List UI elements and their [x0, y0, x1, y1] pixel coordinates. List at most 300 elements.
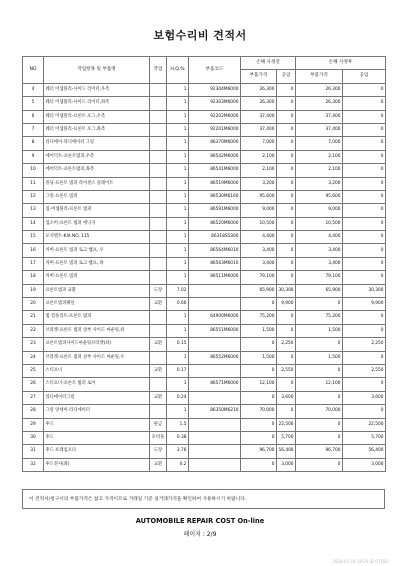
cell-item-name: 빔 컴플리트-프론트 범퍼 — [44, 311, 150, 324]
cell-before-part-price: 3,400 — [241, 257, 277, 270]
cell-before-part-price: 0 — [241, 391, 277, 404]
table-row — [23, 164, 386, 177]
cell-before-part-price: 79,100 — [241, 271, 277, 284]
cell-part-code: 86563M6010 — [189, 257, 241, 270]
cell-no: 25 — [23, 364, 44, 377]
cell-before-part-price: 1,500 — [241, 351, 277, 364]
cell-after-part-price: 4,400 — [296, 231, 343, 244]
cell-work — [150, 257, 167, 270]
cell-item-name: 웨더 어셈블리-사이드 리어터,우측 — [44, 83, 150, 96]
cell-before-part-price: 37,400 — [241, 123, 277, 136]
table-row — [23, 190, 386, 203]
cell-work — [150, 164, 167, 177]
table-row — [23, 110, 386, 123]
cell-before-labor: 0 — [277, 110, 296, 123]
cell-before-labor: 0 — [277, 97, 296, 110]
cell-no: 19 — [23, 284, 44, 297]
document-title: 보험수리비 견적서 — [153, 29, 247, 42]
cell-qty: 1 — [167, 83, 189, 96]
cell-part-code: 86530M6160 — [189, 190, 241, 203]
cell-before-part-price: 4,400 — [241, 231, 277, 244]
cell-before-part-price: 3,400 — [241, 244, 277, 257]
cell-part-code: 86551M6000 — [189, 324, 241, 337]
header-after: 손해 사정후 — [296, 57, 386, 70]
cell-work — [150, 217, 167, 230]
cell-qty: 1 — [167, 351, 189, 364]
table-row — [23, 311, 386, 324]
cell-after-labor: 0 — [343, 324, 386, 337]
cell-qty: 1 — [167, 204, 189, 217]
cell-before-part-price: 26,300 — [241, 97, 277, 110]
cell-qty: 0.66 — [167, 298, 189, 311]
cell-work — [150, 150, 167, 163]
cell-work: 교환 — [150, 338, 167, 351]
cell-no: 31 — [23, 445, 44, 458]
cell-before-part-price: 0 — [241, 298, 277, 311]
cell-item-name: 프론트범퍼패널 — [44, 298, 150, 311]
cell-after-labor: 30,300 — [343, 284, 386, 297]
cell-before-part-price: 0 — [241, 431, 277, 444]
cell-before-part-price: 0 — [241, 418, 277, 431]
cell-work: 도장 — [150, 284, 167, 297]
cell-item-name: 브라켓-프론트 범퍼 상부 사이드 마운팅,우 — [44, 351, 150, 364]
cell-qty: 1 — [167, 271, 189, 284]
cell-before-part-price: 9,000 — [241, 204, 277, 217]
cell-after-labor: 0 — [343, 164, 386, 177]
cell-qty: 1 — [167, 97, 189, 110]
cell-qty: 1 — [167, 150, 189, 163]
cell-before-labor: 22,500 — [277, 418, 296, 431]
cell-qty: 1 — [167, 311, 189, 324]
cell-before-labor: 0 — [277, 405, 296, 418]
cell-qty: 1 — [167, 324, 189, 337]
cell-no: 27 — [23, 391, 44, 404]
header-before-part-price: 부품가격 — [241, 70, 277, 83]
cell-after-labor: 22,500 — [343, 418, 386, 431]
cell-work: 교환 — [150, 391, 167, 404]
table-row — [23, 137, 386, 150]
cell-before-labor: 0 — [277, 244, 296, 257]
cell-item-name: 몰딩-프론트 범퍼 라이센스 플레이트 — [44, 177, 150, 190]
cell-item-name: 스티프너 — [44, 364, 150, 377]
cell-qty: 1 — [167, 123, 189, 136]
cell-after-part-price: 10,500 — [296, 217, 343, 230]
table-row — [23, 83, 386, 96]
cell-part-code: 64900M6000 — [189, 311, 241, 324]
cell-no: 26 — [23, 378, 44, 391]
cell-no: 18 — [23, 271, 44, 284]
cell-no: 28 — [23, 405, 44, 418]
cell-part-code: 92304M6000 — [189, 83, 241, 96]
cell-work — [150, 97, 167, 110]
cell-part-code: 86350M6210 — [189, 405, 241, 418]
cell-part-code: 86564M6010 — [189, 244, 241, 257]
cell-before-labor: 0 — [277, 177, 296, 190]
cell-before-part-price: 1,500 — [241, 324, 277, 337]
cell-no: 17 — [23, 257, 44, 270]
table-row — [23, 431, 386, 444]
cell-before-labor: 0 — [277, 378, 296, 391]
cell-qty: 0.38 — [167, 431, 189, 444]
cell-after-part-price: 26,300 — [296, 97, 343, 110]
cell-work — [150, 83, 167, 96]
cell-before-labor: 0 — [277, 231, 296, 244]
table-row — [23, 271, 386, 284]
cell-after-labor: 0 — [343, 378, 386, 391]
cell-no: 20 — [23, 298, 44, 311]
cell-item-name: 커버-프론트 범퍼 토크 햄프, 좌 — [44, 257, 150, 270]
table-row — [23, 338, 386, 351]
cell-after-part-price: 95,600 — [296, 190, 343, 203]
cell-after-part-price: 65,900 — [296, 284, 343, 297]
cell-after-part-price: 70,000 — [296, 405, 343, 418]
cell-after-labor: 0 — [343, 217, 386, 230]
cell-before-labor: 3,600 — [277, 391, 296, 404]
cell-before-part-price: 3,200 — [241, 177, 277, 190]
table-row — [23, 391, 386, 404]
header-after-labor: 공임 — [343, 70, 386, 83]
cell-qty: 1.5 — [167, 418, 189, 431]
cell-item-name: 에어덕트-프론트범퍼,우측 — [44, 150, 150, 163]
cell-before-labor: 0 — [277, 217, 296, 230]
cell-before-labor: 0 — [277, 311, 296, 324]
cell-qty: 1 — [167, 244, 189, 257]
header-work: 작업 — [150, 57, 167, 84]
cell-work — [150, 311, 167, 324]
cell-item-name: 후드전사(좌) — [44, 458, 150, 471]
cell-after-labor: 0 — [343, 83, 386, 96]
cell-after-part-price: 1,500 — [296, 351, 343, 364]
cell-item-name: 그릴 앗세이-라디에이터 — [44, 405, 150, 418]
cell-part-code: 92303M6000 — [189, 97, 241, 110]
cell-before-part-price: 0 — [241, 364, 277, 377]
table-row — [23, 418, 386, 431]
cell-no: 13 — [23, 204, 44, 217]
cell-after-labor: 0 — [343, 97, 386, 110]
cell-part-code: 92202M6000 — [189, 110, 241, 123]
cell-before-labor: 9,900 — [277, 298, 296, 311]
cell-after-labor: 3,600 — [343, 391, 386, 404]
cell-after-part-price: 3,400 — [296, 244, 343, 257]
header-qty: H,Q,% — [167, 57, 189, 84]
cell-before-labor: 3,000 — [277, 458, 296, 471]
cell-no: 29 — [23, 418, 44, 431]
cell-item-name: 브라켓-프론트 범퍼 상부 사이드 마운팅,좌 — [44, 324, 150, 337]
cell-item-name: 그릴-프론트 범퍼 — [44, 190, 150, 203]
cell-work: 교환 — [150, 298, 167, 311]
cell-no: 12 — [23, 190, 44, 203]
cell-qty: 7.02 — [167, 284, 189, 297]
cell-after-labor: 0 — [343, 123, 386, 136]
cell-after-labor: 0 — [343, 204, 386, 217]
cell-no: 11 — [23, 177, 44, 190]
cell-after-part-price: 9,000 — [296, 204, 343, 217]
cell-no: 6 — [23, 110, 44, 123]
cell-after-labor: 0 — [343, 244, 386, 257]
cell-work — [150, 324, 167, 337]
cell-after-part-price: 96,700 — [296, 445, 343, 458]
cell-no: 14 — [23, 217, 44, 230]
cell-after-part-price: 0 — [296, 431, 343, 444]
table-row — [23, 257, 386, 270]
cell-part-code: 86520M6000 — [189, 217, 241, 230]
cell-part-code: 86519M6000 — [189, 177, 241, 190]
table-row — [23, 364, 386, 377]
cell-after-labor: 0 — [343, 351, 386, 364]
cell-item-name: 스티프너-프론트 범퍼 로어 — [44, 378, 150, 391]
cell-work — [150, 177, 167, 190]
table-row — [23, 244, 386, 257]
cell-before-part-price: 2,100 — [241, 164, 277, 177]
cell-no: 32 — [23, 458, 44, 471]
cell-qty: 0.15 — [167, 338, 189, 351]
cell-before-labor: 56,400 — [277, 445, 296, 458]
cell-before-labor: 30,300 — [277, 284, 296, 297]
table-row — [23, 150, 386, 163]
cell-after-labor: 0 — [343, 257, 386, 270]
cell-part-code: 86542M6000 — [189, 150, 241, 163]
page-number: 페이지 : 2/9 — [183, 531, 217, 538]
cell-after-part-price: 3,200 — [296, 177, 343, 190]
cell-before-labor: 0 — [277, 123, 296, 136]
cell-after-labor: 56,400 — [343, 445, 386, 458]
cell-before-part-price: 96,700 — [241, 445, 277, 458]
cell-qty: 0.24 — [167, 391, 189, 404]
cell-part-code: 86571M6000 — [189, 378, 241, 391]
cell-qty: 1 — [167, 405, 189, 418]
cell-no: 8 — [23, 137, 44, 150]
table-row — [23, 445, 386, 458]
cell-work: 교환 — [150, 364, 167, 377]
cell-after-part-price: 2,100 — [296, 164, 343, 177]
cell-work: 판금 — [150, 418, 167, 431]
cell-after-labor: 0 — [343, 137, 386, 150]
table-row — [23, 458, 386, 471]
cell-work — [150, 204, 167, 217]
cell-no: 4 — [23, 83, 44, 96]
cell-part-code — [189, 458, 241, 471]
cell-no: 21 — [23, 311, 44, 324]
cell-qty: 1 — [167, 177, 189, 190]
cell-item-name: 웨더 어셈블리-사이드 리어터,좌측 — [44, 97, 150, 110]
cell-before-labor: 0 — [277, 351, 296, 364]
cell-qty: 1 — [167, 257, 189, 270]
cell-qty: 1 — [167, 164, 189, 177]
cell-part-code: 86370M6000 — [189, 137, 241, 150]
table-row — [23, 123, 386, 136]
header-after-part-price: 부품가격 — [296, 70, 343, 83]
cell-qty: 0.17 — [167, 364, 189, 377]
cell-after-labor: 0 — [343, 231, 386, 244]
cell-after-part-price: 0 — [296, 391, 343, 404]
cell-part-code — [189, 431, 241, 444]
cell-no: 23 — [23, 338, 44, 351]
cell-part-code — [189, 418, 241, 431]
notice-box: 이 견적서/청구서의 부품가격은 참고 가격이므로 거래일 기준 실거래가격을 확인하여 사용하시기 바랍니다. — [22, 489, 385, 509]
cell-work — [150, 110, 167, 123]
table-row — [23, 97, 386, 110]
cell-part-code: 86552M6000 — [189, 351, 241, 364]
cell-work: 모비플 — [150, 431, 167, 444]
cell-qty: 1 — [167, 137, 189, 150]
cell-after-part-price: 0 — [296, 298, 343, 311]
cell-before-part-price: 37,400 — [241, 110, 277, 123]
cell-no: 9 — [23, 150, 44, 163]
cell-after-part-price: 7,000 — [296, 137, 343, 150]
cell-after-labor: 0 — [343, 190, 386, 203]
cell-work: 도장 — [150, 445, 167, 458]
cell-before-labor: 0 — [277, 324, 296, 337]
cell-qty: 3.76 — [167, 445, 189, 458]
cell-no: 7 — [23, 123, 44, 136]
cell-item-name: 웨더 어셈블리-프론트 포그,좌측 — [44, 123, 150, 136]
cell-qty: 1 — [167, 378, 189, 391]
cell-item-name: 후드 프레임포더 — [44, 445, 150, 458]
cell-part-code — [189, 364, 241, 377]
cell-before-part-price: 0 — [241, 458, 277, 471]
cell-after-labor: 2,250 — [343, 338, 386, 351]
header-before-labor: 공임 — [277, 70, 296, 83]
cell-part-code — [189, 298, 241, 311]
cell-no: 10 — [23, 164, 44, 177]
cell-after-part-price: 37,400 — [296, 110, 343, 123]
header-no: NO — [23, 57, 44, 84]
cell-item-name: 후드 — [44, 431, 150, 444]
table-row — [23, 351, 386, 364]
cell-item-name: 라디에이터그릴 — [44, 391, 150, 404]
cell-item-name: 라디에이-라디에이터 그릴 — [44, 137, 150, 150]
cell-before-part-price: 10,500 — [241, 217, 277, 230]
cell-before-labor: 0 — [277, 204, 296, 217]
cell-no: 22 — [23, 324, 44, 337]
footer-title: AUTOMOBILE REPAIR COST On-line — [135, 517, 265, 525]
table-row — [23, 177, 386, 190]
table-row — [23, 231, 386, 244]
cell-part-code — [189, 445, 241, 458]
table-row — [23, 405, 386, 418]
cell-item-name: 커버-프론트 범퍼 — [44, 271, 150, 284]
cell-after-labor: 0 — [343, 405, 386, 418]
cell-work — [150, 405, 167, 418]
header-code: 부품코드 — [189, 57, 241, 84]
cell-before-part-price: 75,200 — [241, 311, 277, 324]
cell-part-code — [189, 338, 241, 351]
cell-after-labor: 5,700 — [343, 431, 386, 444]
cell-no: 16 — [23, 244, 44, 257]
table-row — [23, 298, 386, 311]
print-stamp: 2024-07-19 19:20 ID 07180 — [332, 559, 388, 564]
cell-after-part-price: 37,400 — [296, 123, 343, 136]
cell-qty: 1 — [167, 217, 189, 230]
cell-item-name: 커버-프론트 범퍼 토크 햄프, 우 — [44, 244, 150, 257]
cell-no: 24 — [23, 351, 44, 364]
table-row — [23, 217, 386, 230]
cell-part-code: 86318S5300 — [189, 231, 241, 244]
cell-part-code: 86511M6000 — [189, 271, 241, 284]
cell-part-code: 86541M6000 — [189, 164, 241, 177]
cell-before-labor: 2,250 — [277, 338, 296, 351]
cell-qty: 1 — [167, 190, 189, 203]
cell-item-name: 립-어셈블리-프론트 범퍼 — [44, 204, 150, 217]
table-row — [23, 284, 386, 297]
cell-after-part-price: 79,100 — [296, 271, 343, 284]
cell-no: 5 — [23, 97, 44, 110]
cell-before-part-price: 7,000 — [241, 137, 277, 150]
cell-after-part-price: 1,500 — [296, 324, 343, 337]
cell-before-labor: 0 — [277, 164, 296, 177]
cell-after-labor: 0 — [343, 150, 386, 163]
cell-before-part-price: 65,900 — [241, 284, 277, 297]
cell-before-labor: 0 — [277, 271, 296, 284]
cell-after-labor: 3,000 — [343, 458, 386, 471]
table-row — [23, 378, 386, 391]
table-row — [23, 324, 386, 337]
cell-work — [150, 271, 167, 284]
cell-work — [150, 123, 167, 136]
cell-before-labor: 0 — [277, 257, 296, 270]
cell-after-part-price: 26,300 — [296, 83, 343, 96]
cell-item-name: 프론트범퍼사이드마운팅브라켓(좌) — [44, 338, 150, 351]
cell-item-name: 프론트범퍼 교환 — [44, 284, 150, 297]
cell-after-labor: 9,900 — [343, 298, 386, 311]
cell-after-part-price: 75,200 — [296, 311, 343, 324]
cell-before-part-price: 12,100 — [241, 378, 277, 391]
cell-after-part-price: 0 — [296, 458, 343, 471]
cell-before-part-price: 2,100 — [241, 150, 277, 163]
cell-after-labor: 2,550 — [343, 364, 386, 377]
cell-work — [150, 351, 167, 364]
cell-qty: 0.2 — [167, 458, 189, 471]
cell-work — [150, 378, 167, 391]
cell-part-code: 86591M6000 — [189, 204, 241, 217]
cell-before-labor: 0 — [277, 150, 296, 163]
cell-work — [150, 137, 167, 150]
cell-part-code: 92201M6000 — [189, 123, 241, 136]
cell-work — [150, 244, 167, 257]
table-header-row-1 — [23, 57, 386, 70]
cell-work: 교환 — [150, 458, 167, 471]
cell-before-part-price: 0 — [241, 338, 277, 351]
cell-no: 30 — [23, 431, 44, 444]
cell-after-part-price: 0 — [296, 364, 343, 377]
cell-after-labor: 0 — [343, 271, 386, 284]
cell-qty: 1 — [167, 231, 189, 244]
cell-part-code — [189, 284, 241, 297]
cell-item-name: 업소버-프론트 범퍼 에너지 — [44, 217, 150, 230]
cell-item-name: 모서멘트-KIA NO. 115 — [44, 231, 150, 244]
cell-after-part-price: 0 — [296, 338, 343, 351]
cell-before-labor: 0 — [277, 137, 296, 150]
cell-work — [150, 231, 167, 244]
cell-qty: 1 — [167, 110, 189, 123]
cell-work — [150, 190, 167, 203]
table-row — [23, 204, 386, 217]
cell-part-code — [189, 391, 241, 404]
cell-after-labor: 0 — [343, 311, 386, 324]
cell-item-name: 후드 — [44, 418, 150, 431]
header-item: 작업항목 및 부품명 — [44, 57, 150, 84]
cell-before-part-price: 26,300 — [241, 83, 277, 96]
cell-item-name: 웨더 어셈블리-프론트 포그,우측 — [44, 110, 150, 123]
cell-before-part-price: 95,600 — [241, 190, 277, 203]
cell-after-part-price: 12,100 — [296, 378, 343, 391]
cell-no: 15 — [23, 231, 44, 244]
cell-item-name: 에어덕트-프론트범퍼,좌측 — [44, 164, 150, 177]
cell-before-labor: 5,700 — [277, 431, 296, 444]
cell-after-labor: 0 — [343, 110, 386, 123]
cell-after-part-price: 3,400 — [296, 257, 343, 270]
cell-after-part-price: 2,100 — [296, 150, 343, 163]
